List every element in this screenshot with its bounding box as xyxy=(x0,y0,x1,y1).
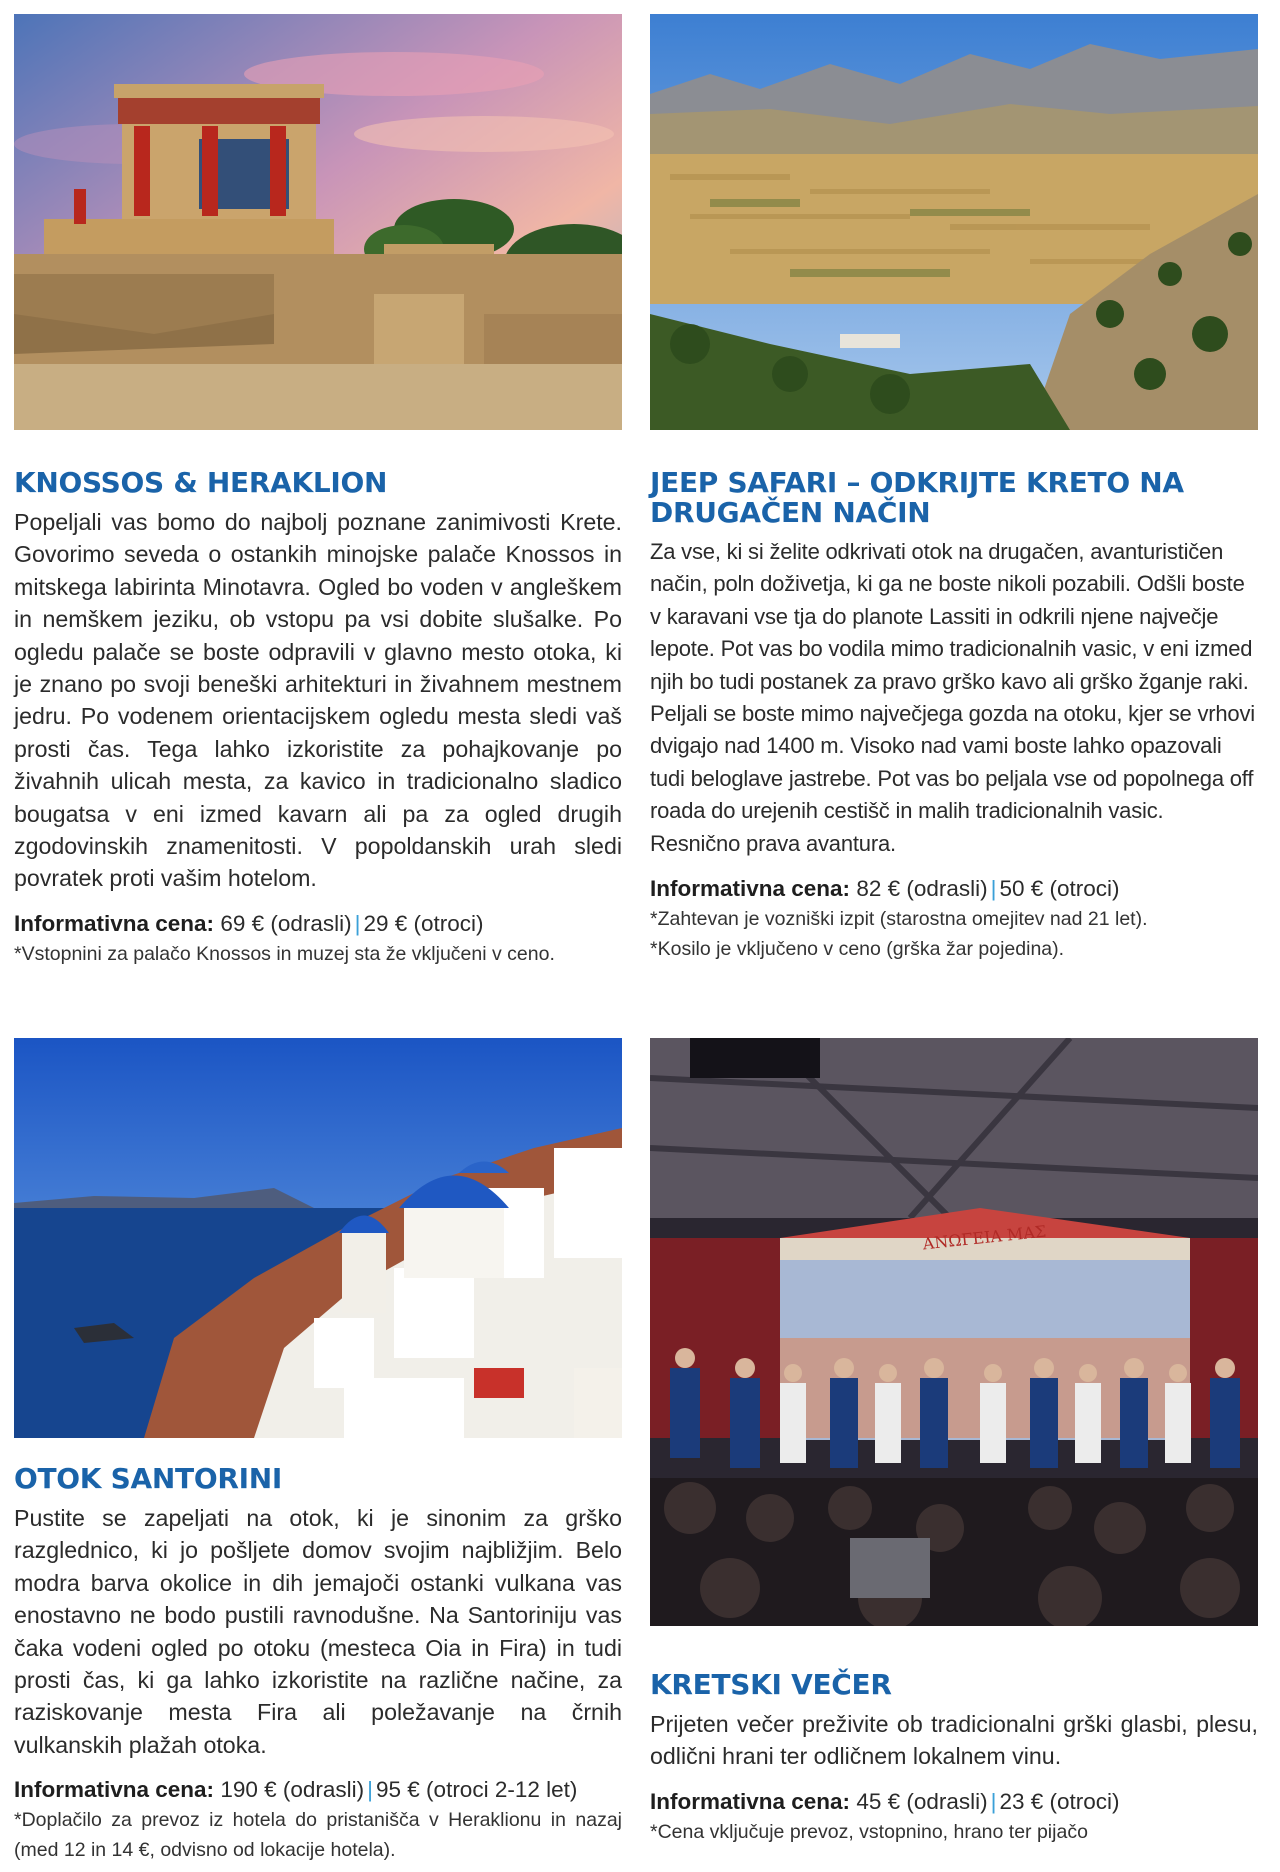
price-separator: | xyxy=(990,876,997,902)
lassithi-plateau-photo xyxy=(650,14,1258,430)
santorini-title: OTOK SANTORINI xyxy=(14,1462,282,1495)
price-label: Informativna cena: xyxy=(14,1777,215,1803)
kretski-note: *Cena vključuje prevoz, vstopnino, hrano ter pijačo xyxy=(650,1820,1088,1843)
price-child: 95 € (otroci 2-12 let) xyxy=(376,1777,578,1803)
jeep-section xyxy=(650,468,1258,964)
santorini-section xyxy=(14,1464,622,1865)
price-adult: 82 € (odrasli) xyxy=(856,876,988,902)
santorini-description: Pustite se zapeljati na otok, ki je sinonim za grško razglednico, ki jo pošljete domov svojim najbližjim. Belo modra barva okolice in dih jemajoči ostanki vulkana vas enostavno ne bodo pustili ravnodušne. Na Santoriniju vas čaka vodeni ogled po otoku (mesteca Oia in Fira) in tudi prosti čas, ki ga lahko izkoristite na različne načine, za raziskovanje mesta Fira ali poležavanje na črnih vulkanskih plažah otoka. xyxy=(14,1505,622,1758)
taverna-sign: ANΩΓΕΙΑ ΜΑΣ xyxy=(921,1221,1047,1254)
cretan-evening-photo xyxy=(650,1038,1258,1626)
price-label: Informativna cena: xyxy=(650,1788,851,1814)
knossos-note: *Vstopnini za palačo Knossos in muzej sta že vključeni v ceno. xyxy=(14,942,555,965)
price-label: Informativna cena: xyxy=(650,876,851,902)
kretski-price xyxy=(650,1787,1258,1817)
knossos-title: KNOSSOS & HERAKLION xyxy=(14,466,388,499)
jeep-title: JEEP SAFARI – ODKRIJTE KRETO NA DRUGAČEN NAČIN xyxy=(650,466,1184,529)
price-child: 23 € (otroci) xyxy=(999,1788,1120,1814)
price-separator: | xyxy=(990,1788,997,1814)
jeep-price xyxy=(650,874,1258,904)
kretski-description: Prijeten večer preživite ob tradicionalni grški glasbi, plesu, odlični hrani ter odličnem lokalnem vinu. xyxy=(650,1711,1258,1770)
price-separator: | xyxy=(367,1777,374,1803)
price-label: Informativna cena: xyxy=(14,910,215,936)
jeep-note-2: *Kosilo je vključeno v ceno (grška žar pojedina). xyxy=(650,938,1065,961)
knossos-description: Popeljali vas bomo do najbolj poznane zanimivosti Krete. Govorimo seveda o ostankih minojske palače Knossos in mitskega labirinta Minotavra. Ogled bo voden v angleškem in nemškem jeziku, ob vstopu pa vsi dobite slušalke. Po ogledu palače se boste odpravili v glavno mesto otoka, ki je znano po svoji beneški arhitekturi in živahnem mestnem jedru. Po vodenem orientacijskem ogledu mesta sledi vaš prosti čas. Tega lahko izkoristite za pohajkovanje po živahnih ulicah mesta, za kavico in tradicionalno sladico bougatsa v eni izmed kavarn ali pa za ogled drugih zgodovinskih znamenitosti. V popoldanskih urah sledi povratek proti vašim hotelom. xyxy=(14,509,622,892)
knossos-photo xyxy=(14,14,622,430)
price-adult: 69 € (odrasli) xyxy=(220,910,352,936)
kretski-title: KRETSKI VEČER xyxy=(650,1668,892,1701)
knossos-section xyxy=(14,468,622,969)
price-child: 29 € (otroci) xyxy=(363,910,484,936)
price-adult: 45 € (odrasli) xyxy=(856,1788,988,1814)
knossos-price xyxy=(14,909,622,939)
price-separator: | xyxy=(354,910,361,936)
kretski-section xyxy=(650,1670,1258,1847)
santorini-price xyxy=(14,1775,622,1805)
price-child: 50 € (otroci) xyxy=(999,876,1120,902)
jeep-description: Za vse, ki si želite odkrivati otok na drugačen, avanturističen način, poln doživetja, ki ga ne boste nikoli pozabili. Odšli boste v karavani vse tja do planote Lassiti in odkrili njene največje lepote. Pot vas bo vodila mimo tradicionalnih vasic, v eni izmed njih bo tudi postanek za pravo grško kavo ali grško žganje raki. Peljali se boste mimo največjega gozda na otoku, kjer se vrhovi dvigajo nad 1400 m. Visoko nad vami boste lahko opazovali tudi beloglave jastrebe. Pot vas bo peljala vse od popolnega off roada do urejenih cestišč in malih tradicionalnih vasic. Resnično prava avantura. xyxy=(650,539,1255,856)
jeep-note-1: *Zahtevan je vozniški izpit (starostna omejitev nad 21 let). xyxy=(650,908,1148,931)
santorini-note: *Doplačilo za prevoz iz hotela do pristanišča v Heraklionu in nazaj (med 12 in 14 €, odvisno od lokacije hotela). xyxy=(14,1809,622,1862)
santorini-photo xyxy=(14,1038,622,1438)
price-adult: 190 € (odrasli) xyxy=(220,1777,365,1803)
